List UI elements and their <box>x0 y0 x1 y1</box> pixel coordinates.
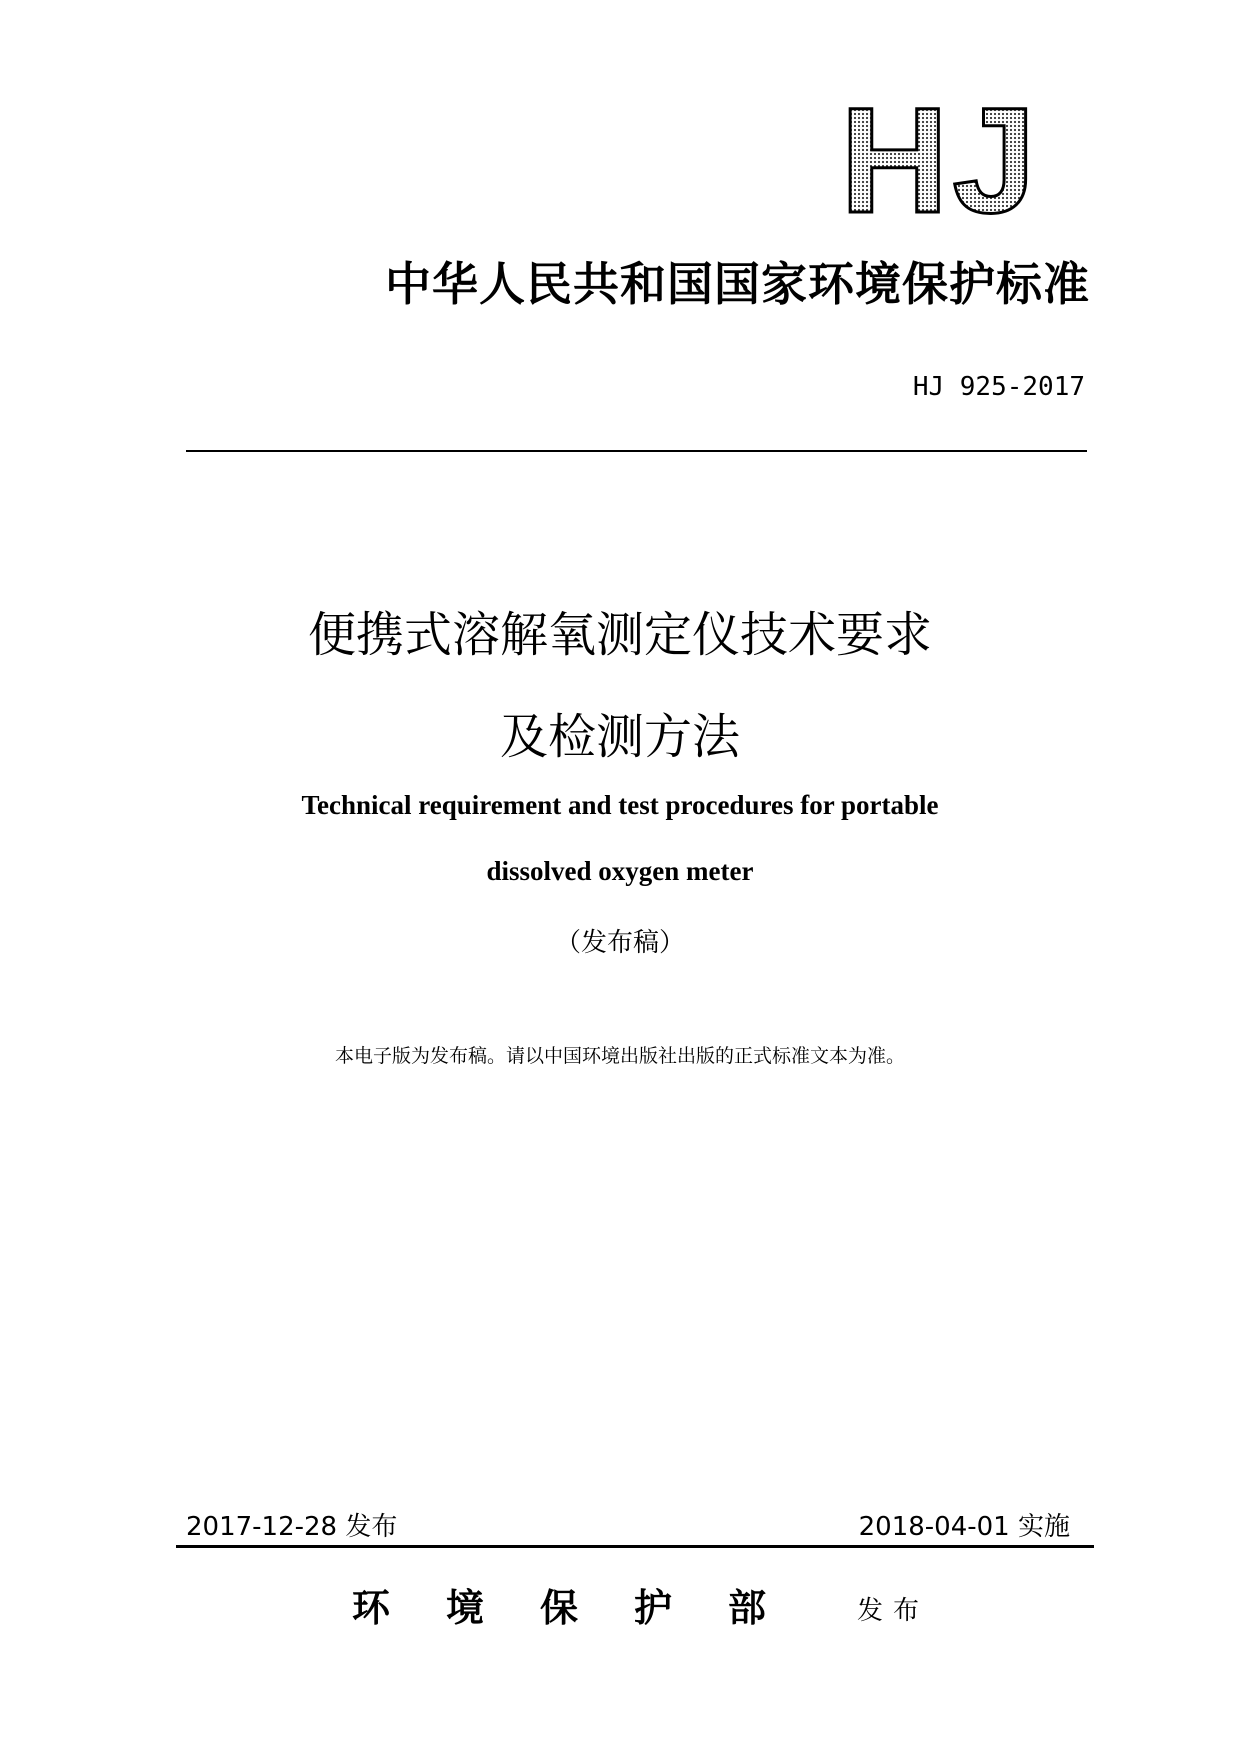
publisher-name: 环境保护部 <box>352 1585 823 1630</box>
document-title-cn-line2: 及检测方法 <box>499 709 740 765</box>
edition-notice: 本电子版为发布稿。请以中国环境出版社出版的正式标准文本为准。 <box>334 1045 905 1067</box>
top-divider <box>186 450 1087 452</box>
publisher-suffix: 发布 <box>857 1596 930 1626</box>
hj-logo-text: HJ <box>840 100 1040 220</box>
document-title-en-line1: Technical requirement and test procedures for portable <box>301 790 939 820</box>
hj-logo <box>825 100 1055 220</box>
standard-category-title: 中华人民共和国国家环境保护标准 <box>385 257 1090 311</box>
standard-number: HJ 925-2017 <box>912 372 1085 402</box>
document-title-en-line2: dissolved oxygen meter <box>486 856 754 886</box>
bottom-divider <box>176 1545 1094 1548</box>
implementation-date: 2018-04-01 实施 <box>858 1512 1070 1542</box>
document-title-cn-line1: 便携式溶解氧测定仪技术要求 <box>307 607 932 663</box>
draft-label: （发布稿） <box>554 928 685 958</box>
release-date: 2017-12-28 发布 <box>186 1512 398 1542</box>
